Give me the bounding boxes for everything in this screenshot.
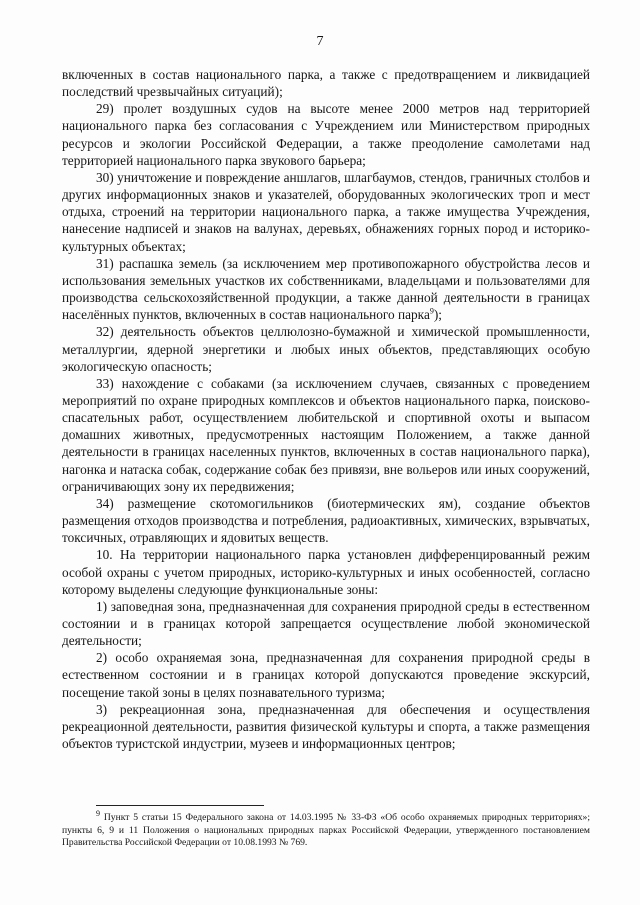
paragraph: 3) рекреационная зона, предназначенная для обеспечения и осуществления рекреационной деятельности, развития физической культуры и спорта, а также размещения объектов туристской индустрии, музеев и информационных центров;: [62, 701, 590, 752]
paragraph: 10. На территории национального парка установлен дифференцированный режим особой охраны с учетом природных, историко-культурных и иных особенностей, согласно которому выделены следующие функциональные зоны:: [62, 547, 590, 597]
paragraph: 32) деятельность объектов целлюлозно-бумажной и химической промышленности, металлургии, ядерной энергетики и любых иных объектов, представляющих особую экологическую опасность;: [62, 324, 590, 374]
paragraph: 34) размещение скотомогильников (биотермических ям), создание объектов размещения отходов производства и потребления, радиоактивных, химических, взрывчатых, токсичных, отравляющих и ядовитых веществ.: [62, 495, 590, 546]
body-text: [62, 66, 590, 752]
paragraph: 31) распашка земель (за исключением мер противопожарного обустройства лесов и использования земельных участков их собственниками, владельцами и пользователями для производства сельскохозяйственной продукции, а также данной деятельности в границах населённых пунктов, включенных в состав национального парка$^9$);: [62, 255, 590, 323]
paragraph: 1) заповедная зона, предназначенная для сохранения природной среды в естественном состоянии и в границах которой запрещается осуществление любой экономической деятельности;: [62, 598, 590, 649]
footnote-text: Пункт 5 статьи 15 Федерального закона от 14.03.1995 № 33-ФЗ «Об особо охраняемых природных территориях»; пункты 6, 9 и 11 Положения о национальных природных парках Российской Федерации, утвержденного постановлением Правительства Российской Федерации от 10.08.1993 № 769.: [62, 812, 590, 849]
footnote-mark: 9: [96, 808, 100, 818]
footnote-reference[interactable]: 9: [429, 306, 434, 316]
paragraph: 2) особо охраняемая зона, предназначенная для сохранения природной среды в естественном состоянии и в границах которой допускаются проведение экскурсий, посещение такой зоны в целях познавательного туризма;: [62, 650, 590, 700]
paragraph: 33) нахождение с собаками (за исключением случаев, связанных с проведением мероприятий по охране природных комплексов и объектов национального парка, поисково-спасательных работ, осуществлением любительской и спортивной охоты и выпасом домашних животных, предусмотренных настоящим Положением, а также данной деятельности в границах населенных пунктов, включенных в состав национального парка), нагонка и натаска собак, содержание собак без привязи, вне вольеров или иных сооружений, ограничивающих зону их передвижения;: [62, 375, 590, 494]
paragraph: 30) уничтожение и повреждение аншлагов, шлагбаумов, стендов, граничных столбов и других информационных знаков и указателей, оборудованных экологических троп и мест отдыха, строений на территории национального парка, а также имущества Учреждения, нанесение надписей и знаков на валунах, деревьях, обнажениях горных пород и историко-культурных объектах;: [62, 169, 590, 254]
paragraph: 29) пролет воздушных судов на высоте менее 2000 метров над территорией национального парка без согласования с Учреждением или Министерством природных ресурсов и экологии Российской Федерации, а также преодоление самолетами над территорией национального парка звукового барьера;: [62, 101, 590, 168]
page-number: 7: [316, 34, 324, 49]
paragraph: включенных в состав национального парка, а также с предотвращением и ликвидацией последствий чрезвычайных ситуаций);: [62, 67, 590, 100]
footnote-divider: [96, 805, 264, 806]
footnote: [62, 808, 590, 850]
